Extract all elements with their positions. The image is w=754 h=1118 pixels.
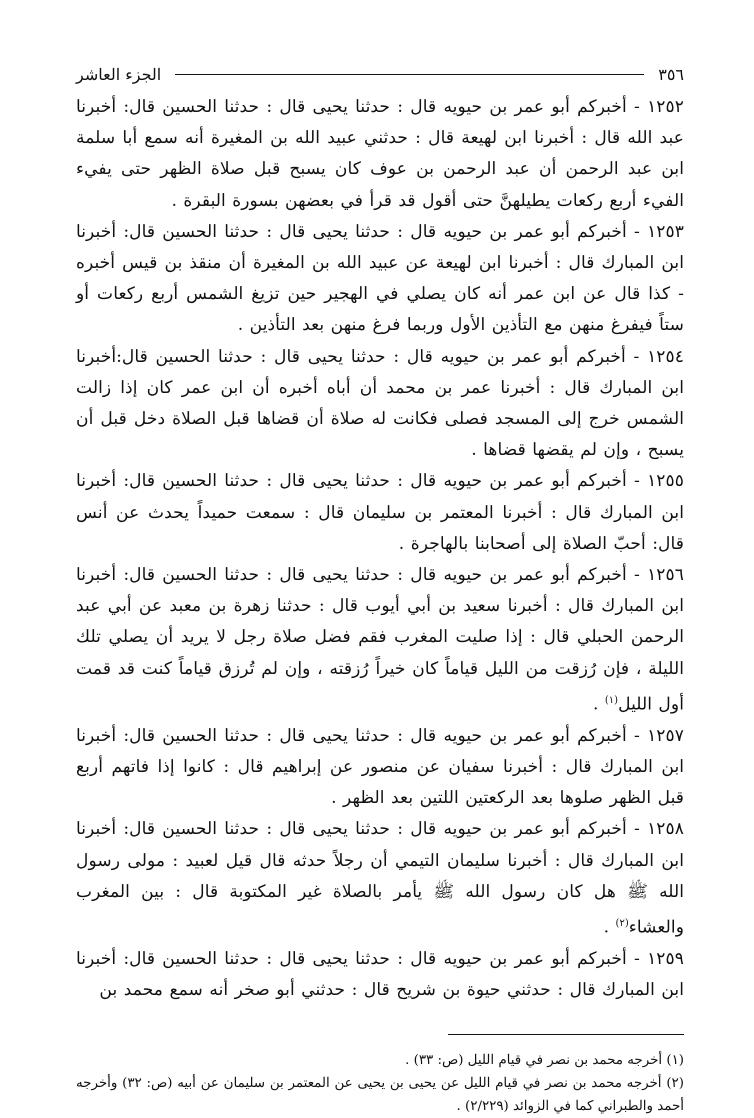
paragraph-text: ١٢٥٥ - أخبركم أبو عمر بن حيويه قال : حدثنا يحيى قال : حدثنا الحسين قال: أخبرنا ابن المبارك قال : أخبرنا المعتمر بن سليمان قال : سمعت حميداً يحدث عن أنس قال: أحبّ الصلاة إلى أصحابنا بالهاجرة . [76, 471, 684, 554]
paragraph-text: ١٢٥٤ - أخبركم أبو عمر بن حيويه قال : حدثنا يحيى قال : حدثنا الحسين قال:أخبرنا ابن المبارك قال : أخبرنا عمر بن محمد أن أباه أخبره أن ابن عمر كان إذا زالت الشمس خرج إلى المسجد فصلى فكانت له صلاة أن قضاها قبل الصلاة دخل قبل أن يسبح ، وإن لم يقضها قضاها . [76, 346, 684, 461]
footnote-ref[interactable]: (٢) [615, 918, 629, 930]
page-header [76, 62, 684, 86]
hadith-paragraph [76, 466, 684, 560]
volume-title: الجزء العاشر [76, 64, 162, 84]
paragraph-text: ١٢٥٧ - أخبركم أبو عمر بن حيويه قال : حدثنا يحيى قال : حدثنا الحسين قال: أخبرنا ابن المبارك قال : أخبرنا سفيان عن منصور عن إبراهيم قال : كانوا إذا فاتهم أربع قبل الظهر صلوها بعد الركعتين اللتين بعد الظهر . [76, 725, 684, 809]
paragraph-text: ١٢٥٩ - أخبركم أبو عمر بن حيويه قال : حدثنا يحيى قال : حدثنا الحسين قال: أخبرنا ابن المبارك قال : حدثني حيوة بن شريح قال : حدثني أبو صخر أنه سمع محمد بن [76, 948, 684, 1001]
main-text [76, 92, 684, 1006]
footnote: (٢) أخرجه محمد بن نصر في قيام الليل عن يحيى بن يحيى عن المعتمر بن سليمان عن أبيه (ص: ٣٢) وأخرجه أحمد والطبراني كما في الزوائد (٢/٢٢٩) . [76, 1076, 684, 1115]
hadith-paragraph [76, 560, 684, 721]
footnote-ref[interactable]: (١) [604, 694, 619, 706]
hadith-paragraph [76, 944, 684, 1006]
hadith-paragraph [76, 721, 684, 815]
paragraph-text: ١٢٥٢ - أخبركم أبو عمر بن حيويه قال : حدثنا يحيى قال : حدثنا الحسين قال: أخبرنا عبد الله قال : أخبرنا ابن لهيعة قال : حدثني عبيد الله بن المغيرة أنه سمع أبا سلمة ابن عبد الرحمن أن عبد الرحمن بن عوف كان يسبح قبل صلاة الظهر حتى يفيء الفيء أربع ركعات يطيلهنَّ حتى أقول قد قرأ في بعضهن بسورة البقرة . [76, 97, 684, 211]
paragraph-tail: . [603, 917, 616, 938]
footnotes [76, 1049, 684, 1118]
footnote: (١) أخرجه محمد بن نصر في قيام الليل (ص: ٣٣) . [405, 1053, 684, 1069]
paragraph-text: ١٢٥٦ - أخبركم أبو عمر بن حيويه قال : حدثنا يحيى قال : حدثنا الحسين قال: أخبرنا ابن المبارك قال : أخبرنا سعيد بن أبي أيوب قال : حدثنا زهرة بن معبد عن أبي عبد الرحمن الحبلي قال : إذا صليت المغرب فقم فضل صلاة رجل لا يريد أن يصلي تلك الليلة ، فإن رُزقت من الليل قياماً كان خيراً رُزقته ، وإن لم تُرزق قياماً كنت قد قمت أول الليل [76, 565, 684, 715]
hadith-paragraph [76, 217, 684, 342]
hadith-paragraph [76, 92, 684, 217]
footnote-separator [448, 1034, 684, 1035]
paragraph-text: ١٢٥٣ - أخبركم أبو عمر بن حيويه قال : حدثنا يحيى قال : حدثنا الحسين قال: أخبرنا ابن المبارك قال : أخبرنا ابن لهيعة عن عبيد الله بن المغيرة أن منقذ بن قيس أخبره - كذا قال عن ابن عمر أنه كان يصلي في الهجير حين تزيغ الشمس أربع ركعات أو ستاً فيفرغ منهن مع التأذين الأول وربما فرغ منهن بعد التأذين . [76, 221, 684, 336]
page-number: ٣٥٦ [658, 64, 684, 84]
paragraph-tail: . [592, 694, 605, 715]
paragraph-text: ١٢٥٨ - أخبركم أبو عمر بن حيويه قال : حدثنا يحيى قال : حدثنا الحسين قال: أخبرنا ابن المبارك قال : أخبرنا سليمان التيمي أن رجلاً حدثه قال قيل لعبيد : مولى رسول الله ﷺ هل كان رسول الله ﷺ يأمر بالصلاة غير المكتوبة قال : بين المغرب والعشاء [76, 819, 684, 938]
hadith-paragraph [76, 342, 684, 467]
hadith-paragraph [76, 814, 684, 944]
header-rule [175, 74, 644, 75]
